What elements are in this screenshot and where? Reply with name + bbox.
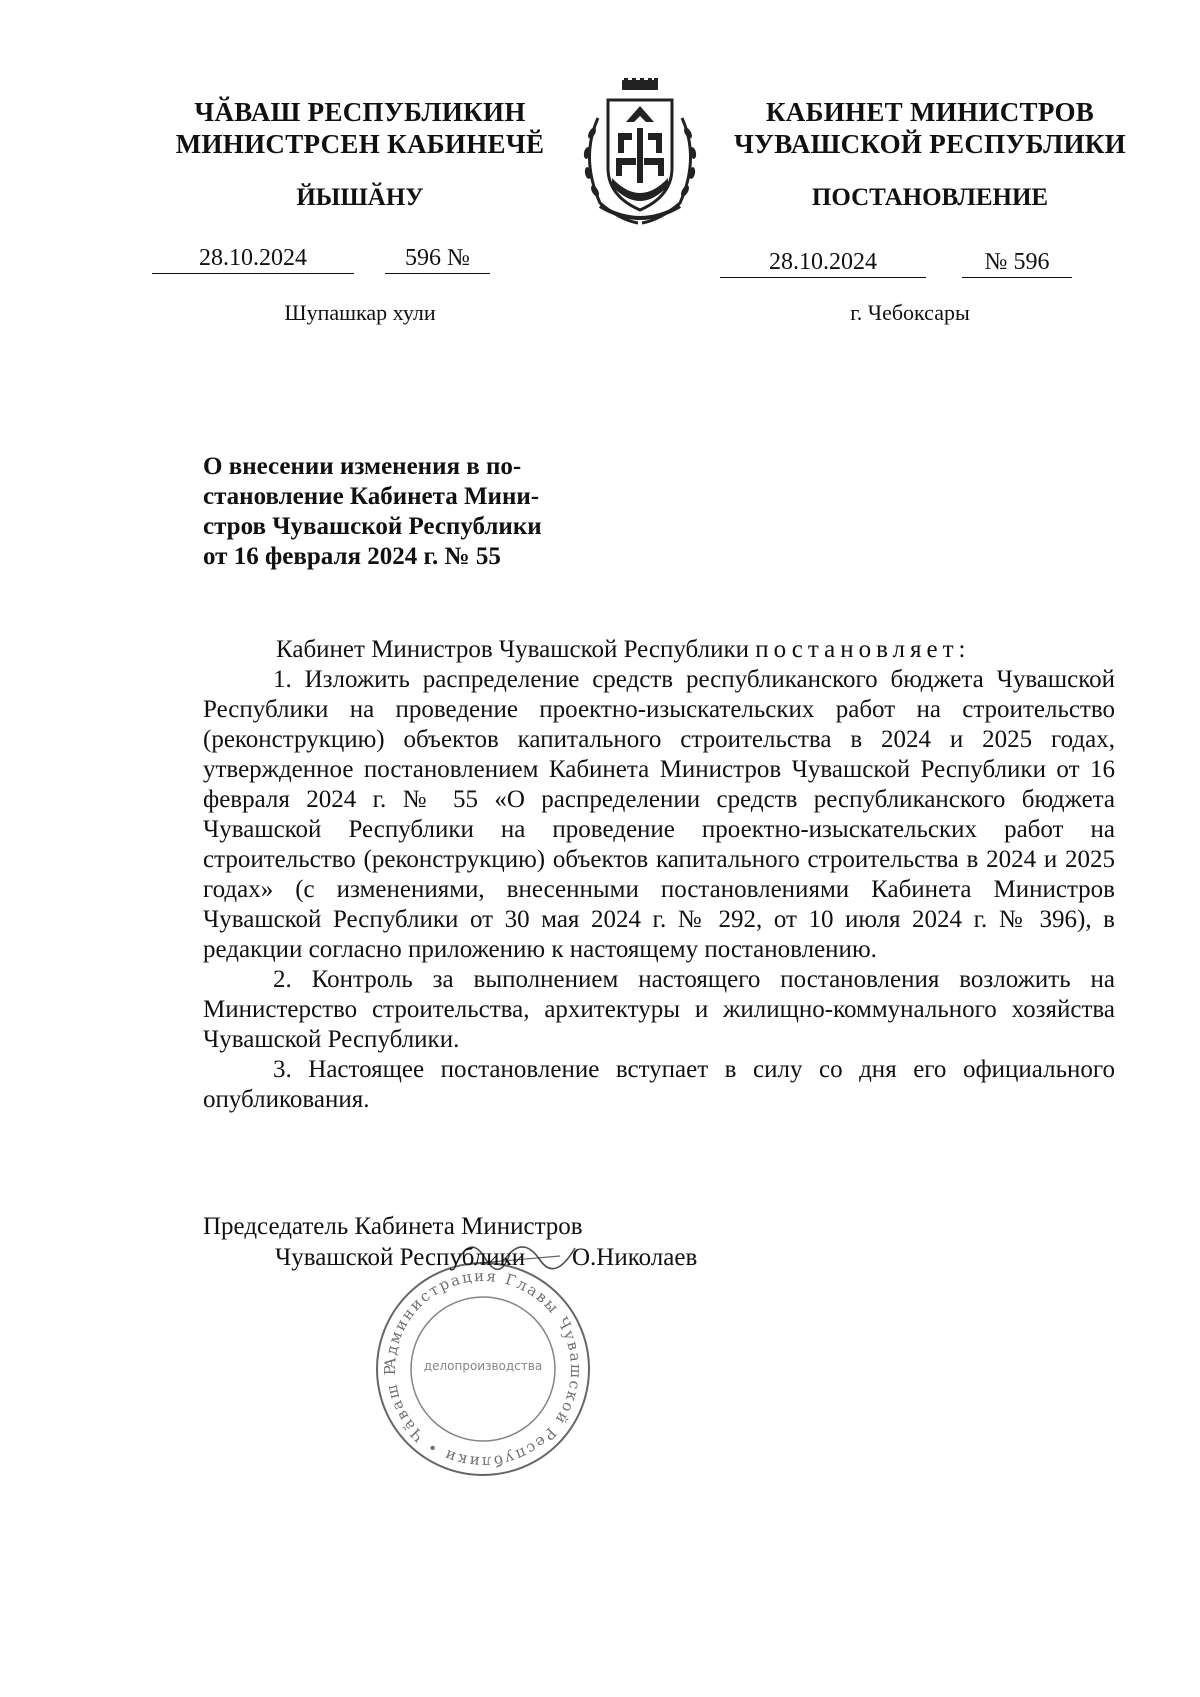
- document-subject: О внесении изменения в по- становление Кабинета Мини- стров Чувашской Республики от 16 февраля 2024 г. № 55: [203, 453, 542, 570]
- body-intro-verb: постановляет:: [755, 636, 971, 663]
- body-intro: [203, 635, 1115, 665]
- body-item-1: 1. Изложить распределение средств республиканского бюджета Чувашской Республики на проведение проектно-изыскательских работ на строительство (реконструкцию) объектов капитального строительства в 2024 и 2025 годах, утвержденное постановлением Кабинета Министров Чувашской Республики от 16 февраля 2024 г. № 55 «О распределении средств республиканского бюджета Чувашской Республики на проведение проектно-изыскательских работ на строительство (реконструкцию) объектов капитального строительства в 2024 и 2025 годах» (с изменениями, внесенными постановлениями Кабинета Министров Чувашской Республики от 30 мая 2024 г. № 292, от 10 июля 2024 г. № 396), в редакции согласно приложению к настоящему постановлению.: [203, 666, 1115, 963]
- document-body: [203, 635, 1115, 1115]
- left-number-field: 596 №: [385, 244, 490, 274]
- header-right-title-line1: КАБИНЕТ МИНИСТРОВ: [765, 97, 1095, 127]
- header-left-title-line1: ЧӐВАШ РЕСПУБЛИКИН: [194, 97, 526, 127]
- chuvash-coat-of-arms-icon: [570, 78, 710, 228]
- right-number-field: № 596: [962, 248, 1072, 278]
- signature-title-line2: Чувашской Республики: [275, 1244, 526, 1271]
- header-right-title: [720, 96, 1140, 160]
- right-place: г. Чебоксары: [850, 300, 970, 325]
- header-left-doc-type: ЙЫШӐНУ: [296, 184, 424, 211]
- left-place: Шупашкар хули: [284, 300, 436, 325]
- header-right-title-line2: ЧУВАШСКОЙ РЕСПУБЛИКИ: [734, 129, 1126, 159]
- official-seal-stamp: [372, 1258, 594, 1480]
- left-date-field: 28.10.2024: [152, 244, 354, 274]
- header-left-title-line2: МИНИСТРСЕН КАБИНЕЧӖ: [175, 129, 545, 159]
- right-date-field: 28.10.2024: [720, 248, 926, 278]
- seal-center-text: делопроизводства: [423, 1359, 543, 1373]
- signature-name: О.Николаев: [572, 1244, 698, 1271]
- body-item-2: 2. Контроль за выполнением настоящего постановления возложить на Министерство строительства, архитектуры и жилищно-коммунального хозяйства Чувашской Республики.: [203, 966, 1115, 1053]
- header-left-title: [150, 96, 570, 160]
- signature-title-line1: Председатель Кабинета Министров: [203, 1213, 583, 1240]
- body-intro-prefix: Кабинет Министров Чувашской Республики: [276, 636, 750, 663]
- body-item-3: 3. Настоящее постановление вступает в силу со дня его официального опубликования.: [203, 1056, 1115, 1113]
- header-right-doc-type: ПОСТАНОВЛЕНИЕ: [811, 184, 1049, 211]
- seal-ring-text: Администрация Главы Чувашской Республики • Чӑваш Р: [380, 1266, 586, 1472]
